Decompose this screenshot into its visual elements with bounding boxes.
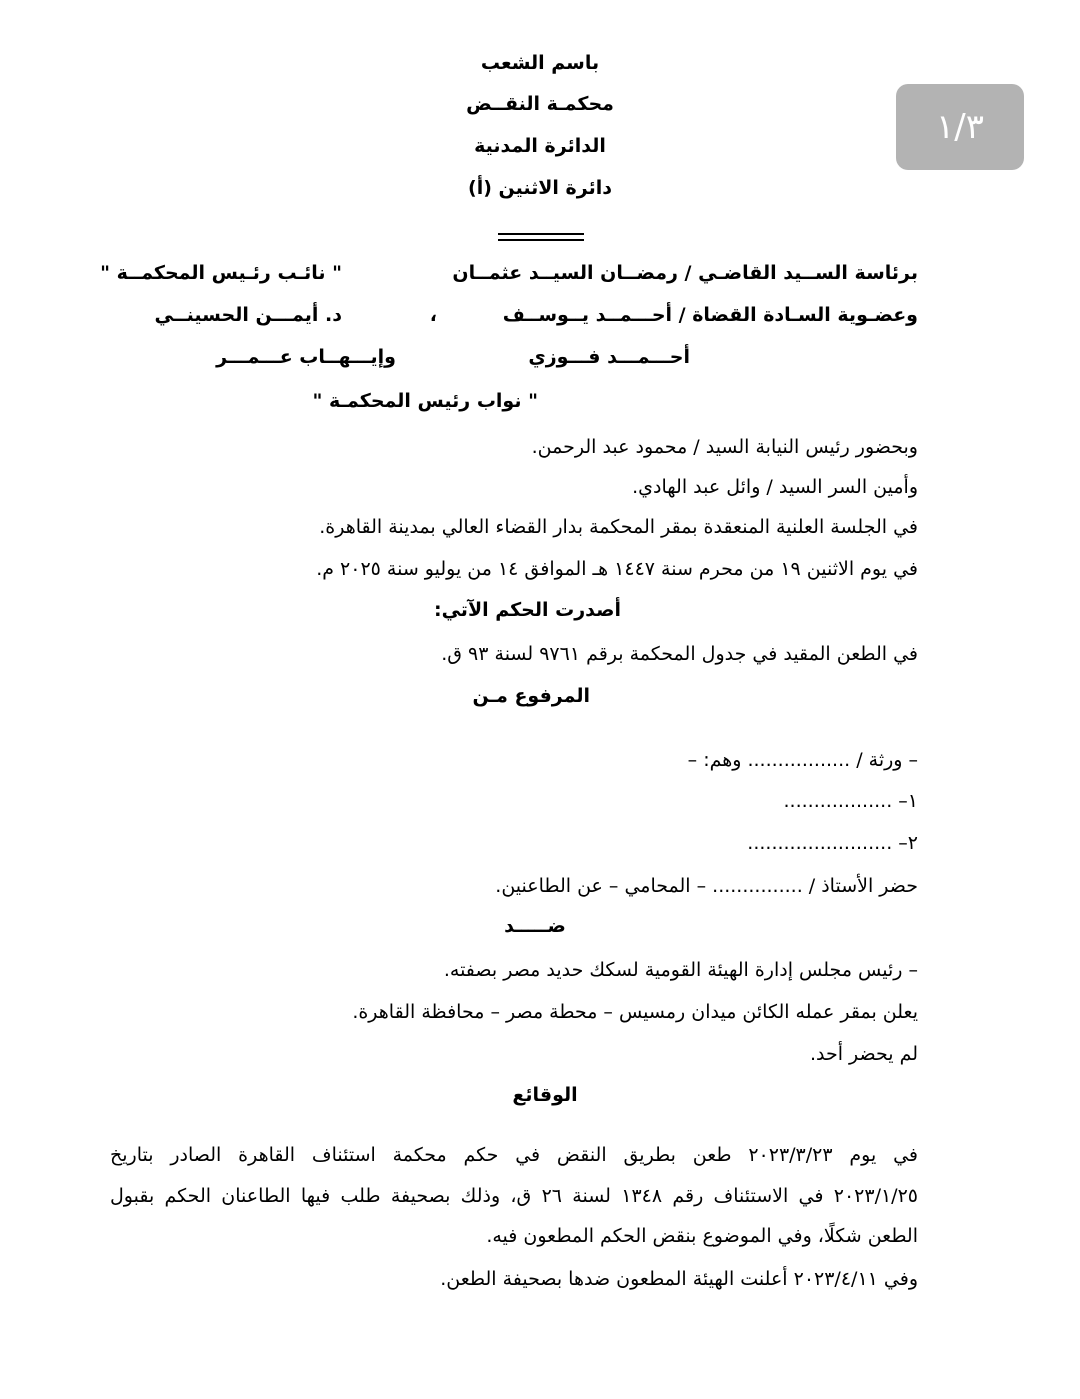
date-line: في يوم الاثنين ١٩ من محرم سنة ١٤٤٧ هـ الموافق ١٤ من يوليو سنة ٢٠٢٥ م. xyxy=(316,558,918,580)
appeal-number-line: في الطعن المقيد في جدول المحكمة برقم ٩٧٦١ لسنة ٩٣ ق. xyxy=(441,643,918,665)
separator-line-top xyxy=(498,233,584,235)
separator-line-bottom xyxy=(498,239,584,241)
prosecution-line: وبحضور رئيس النيابة السيد / محمود عبد الرحمن. xyxy=(531,436,918,458)
header-sub-circuit: دائرة الاثنين (أ) xyxy=(468,177,612,199)
no-attendance-line: لم يحضر أحد. xyxy=(809,1043,918,1065)
panel-president: برئاسة الســيد القاضـي / رمضــان السيــد عثمــان xyxy=(452,262,918,284)
panel-members: وعضـوية السـادة القضاة / أحـــمــد يــوســف xyxy=(502,304,918,326)
panel-deputies-title: " نواب رئيس المحكمـة " xyxy=(312,390,538,412)
filed-by-heading: المرفوع مـن xyxy=(472,685,590,707)
panel-member-ihab: وإيـــهــاب عـــمـــر xyxy=(216,346,396,368)
facts-heading: الوقائع xyxy=(512,1084,578,1106)
appellant-item-2: ٢– ........................ xyxy=(747,832,918,854)
facts-paragraph-line-2: ٢٠٢٣/١/٢٥ في الاستئناف رقم ١٣٤٨ لسنة ٢٦ ق، وذلك بصحيفة طلب فيها الطاعنان الحكم بقبول xyxy=(110,1185,918,1207)
panel-comma: ، xyxy=(429,304,437,326)
panel-member-ahmed: أحـــمـــد فـــوزي xyxy=(528,346,690,368)
appellant-item-1: ١– .................. xyxy=(783,790,918,812)
facts-paragraph-2: وفي ٢٠٢٣/٤/١١ أعلنت الهيئة المطعون ضدها بصحيفة الطعن. xyxy=(440,1268,918,1290)
session-line: في الجلسة العلنية المنعقدة بمقر المحكمة بدار القضاء العالي بمدينة القاهرة. xyxy=(319,516,918,538)
panel-president-title: " نائـب رئـيس المحكمــة " xyxy=(100,262,342,284)
header-circuit: الدائرة المدنية xyxy=(474,135,606,157)
header-court-name: محكمـة النقــض xyxy=(466,93,614,115)
secretary-line: وأمين السر السيد / وائل عبد الهادي. xyxy=(632,476,918,498)
page-number-text: ١/٣ xyxy=(936,107,984,147)
facts-paragraph-line-1: في يوم ٢٠٢٣/٣/٢٣ طعن بطريق النقض في حكم محكمة استئناف القاهرة الصادر بتاريخ xyxy=(110,1144,918,1166)
respondent-address: يعلن بمقر عمله الكائن ميدان رمسيس – محطة مصر – محافظة القاهرة. xyxy=(352,1001,918,1023)
header-line-1: باسم الشعب xyxy=(480,52,600,74)
respondent-line: – رئيس مجلس إدارة الهيئة القومية لسكك حديد مصر بصفته. xyxy=(443,959,918,981)
heirs-line: – ورثة / ................. وهم: – xyxy=(687,749,918,771)
facts-paragraph-line-3: الطعن شكلًا، وفي الموضوع بنقض الحكم المطعون فيه. xyxy=(486,1225,918,1247)
ruling-heading: أصدرت الحكم الآتي: xyxy=(433,599,621,621)
panel-member-ayman: د. أيمـــن الحسينــي xyxy=(154,304,342,326)
page-number-badge xyxy=(896,84,1024,170)
counsel-line: حضر الأستاذ / ............... – المحامي – عن الطاعنين. xyxy=(495,875,918,897)
against-heading: ضـــــد xyxy=(504,915,566,937)
